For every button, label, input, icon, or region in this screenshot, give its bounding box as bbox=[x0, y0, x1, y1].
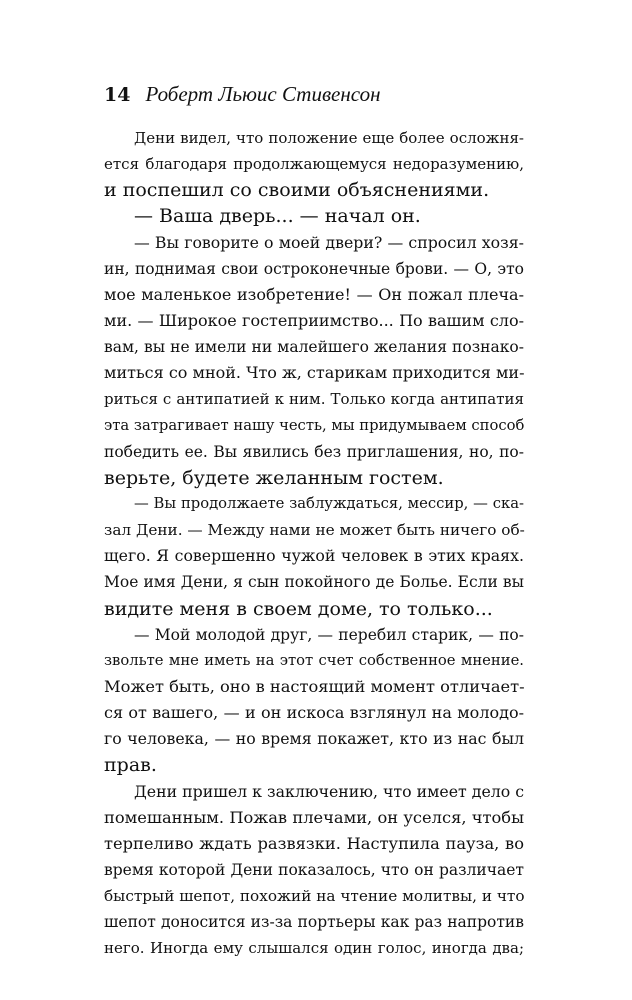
text-line: миться со мной. Что ж, старикам приходится ми- bbox=[104, 363, 525, 383]
text-line: ся от вашего, — и он искоса взглянул на молодо- bbox=[104, 703, 524, 723]
text-line: мое маленькое изобретение! — Он пожал плеча- bbox=[104, 284, 524, 304]
text-line: прав. bbox=[104, 754, 157, 777]
body-text bbox=[104, 125, 524, 962]
text-line: терпеливо ждать развязки. Наступила пауза, во bbox=[104, 833, 524, 853]
text-line: — Мой молодой друг, — перебил старик, — по- bbox=[134, 625, 524, 644]
text-line: го человека, — но время покажет, кто из нас был bbox=[104, 729, 524, 749]
text-line: звольте мне иметь на этот счет собственное мнение. bbox=[104, 651, 524, 669]
text-line: зал Дени. — Между нами не может быть ничего об- bbox=[104, 521, 525, 540]
text-line: Дени видел, что положение еще более осложня- bbox=[134, 129, 524, 147]
text-line: Мое имя Дени, я сын покойного де Болье. Если вы bbox=[104, 573, 524, 592]
text-line: — Ваша дверь... — начал он. bbox=[134, 205, 421, 228]
book-author: Роберт Льюис Стивенсон bbox=[145, 82, 381, 106]
text-line: — Вы продолжаете заблуждаться, мессир, — ска- bbox=[134, 494, 524, 512]
text-line: ми. — Широкое гостеприимство... По вашим сло- bbox=[104, 310, 524, 330]
text-line: Может быть, оно в настоящий момент отличает- bbox=[104, 676, 525, 696]
text-line: видите меня в своем доме, то только... bbox=[104, 597, 493, 620]
text-line: вам, вы не имели ни малейшего желания познако- bbox=[104, 338, 524, 357]
text-line: быстрый шепот, похожий на чтение молитвы, и что bbox=[104, 887, 525, 906]
text-line: победить ее. Вы явились без приглашения, но, по- bbox=[104, 442, 524, 461]
text-line: ется благодаря продолжающемуся недоразумению, bbox=[104, 155, 524, 174]
text-line: верьте, будете желанным гостем. bbox=[104, 466, 444, 489]
running-head bbox=[104, 82, 381, 107]
page-number: 14 bbox=[104, 84, 131, 106]
text-line: эта затрагивает нашу честь, мы придумываем способ bbox=[104, 416, 525, 434]
text-line: время которой Дени показалось, что он различает bbox=[104, 860, 524, 879]
text-line: и поспешил со своими объяснениями. bbox=[104, 179, 490, 202]
text-line: ин, поднимая свои остроконечные брови. — О, это bbox=[104, 259, 524, 278]
text-line: щего. Я совершенно чужой человек в этих краях. bbox=[104, 546, 524, 566]
text-line: — Вы говорите о моей двери? — спросил хозя- bbox=[134, 232, 524, 252]
text-line: помешанным. Пожав плечами, он уселся, чтобы bbox=[104, 807, 524, 827]
text-line: риться с антипатией к ним. Только когда антипатия bbox=[104, 390, 524, 409]
text-line: него. Иногда ему слышался один голос, иногда два; bbox=[104, 939, 524, 958]
text-line: шепот доносится из-за портьеры как раз напротив bbox=[104, 913, 524, 932]
text-line: Дени пришел к заключению, что имеет дело с bbox=[134, 781, 525, 801]
